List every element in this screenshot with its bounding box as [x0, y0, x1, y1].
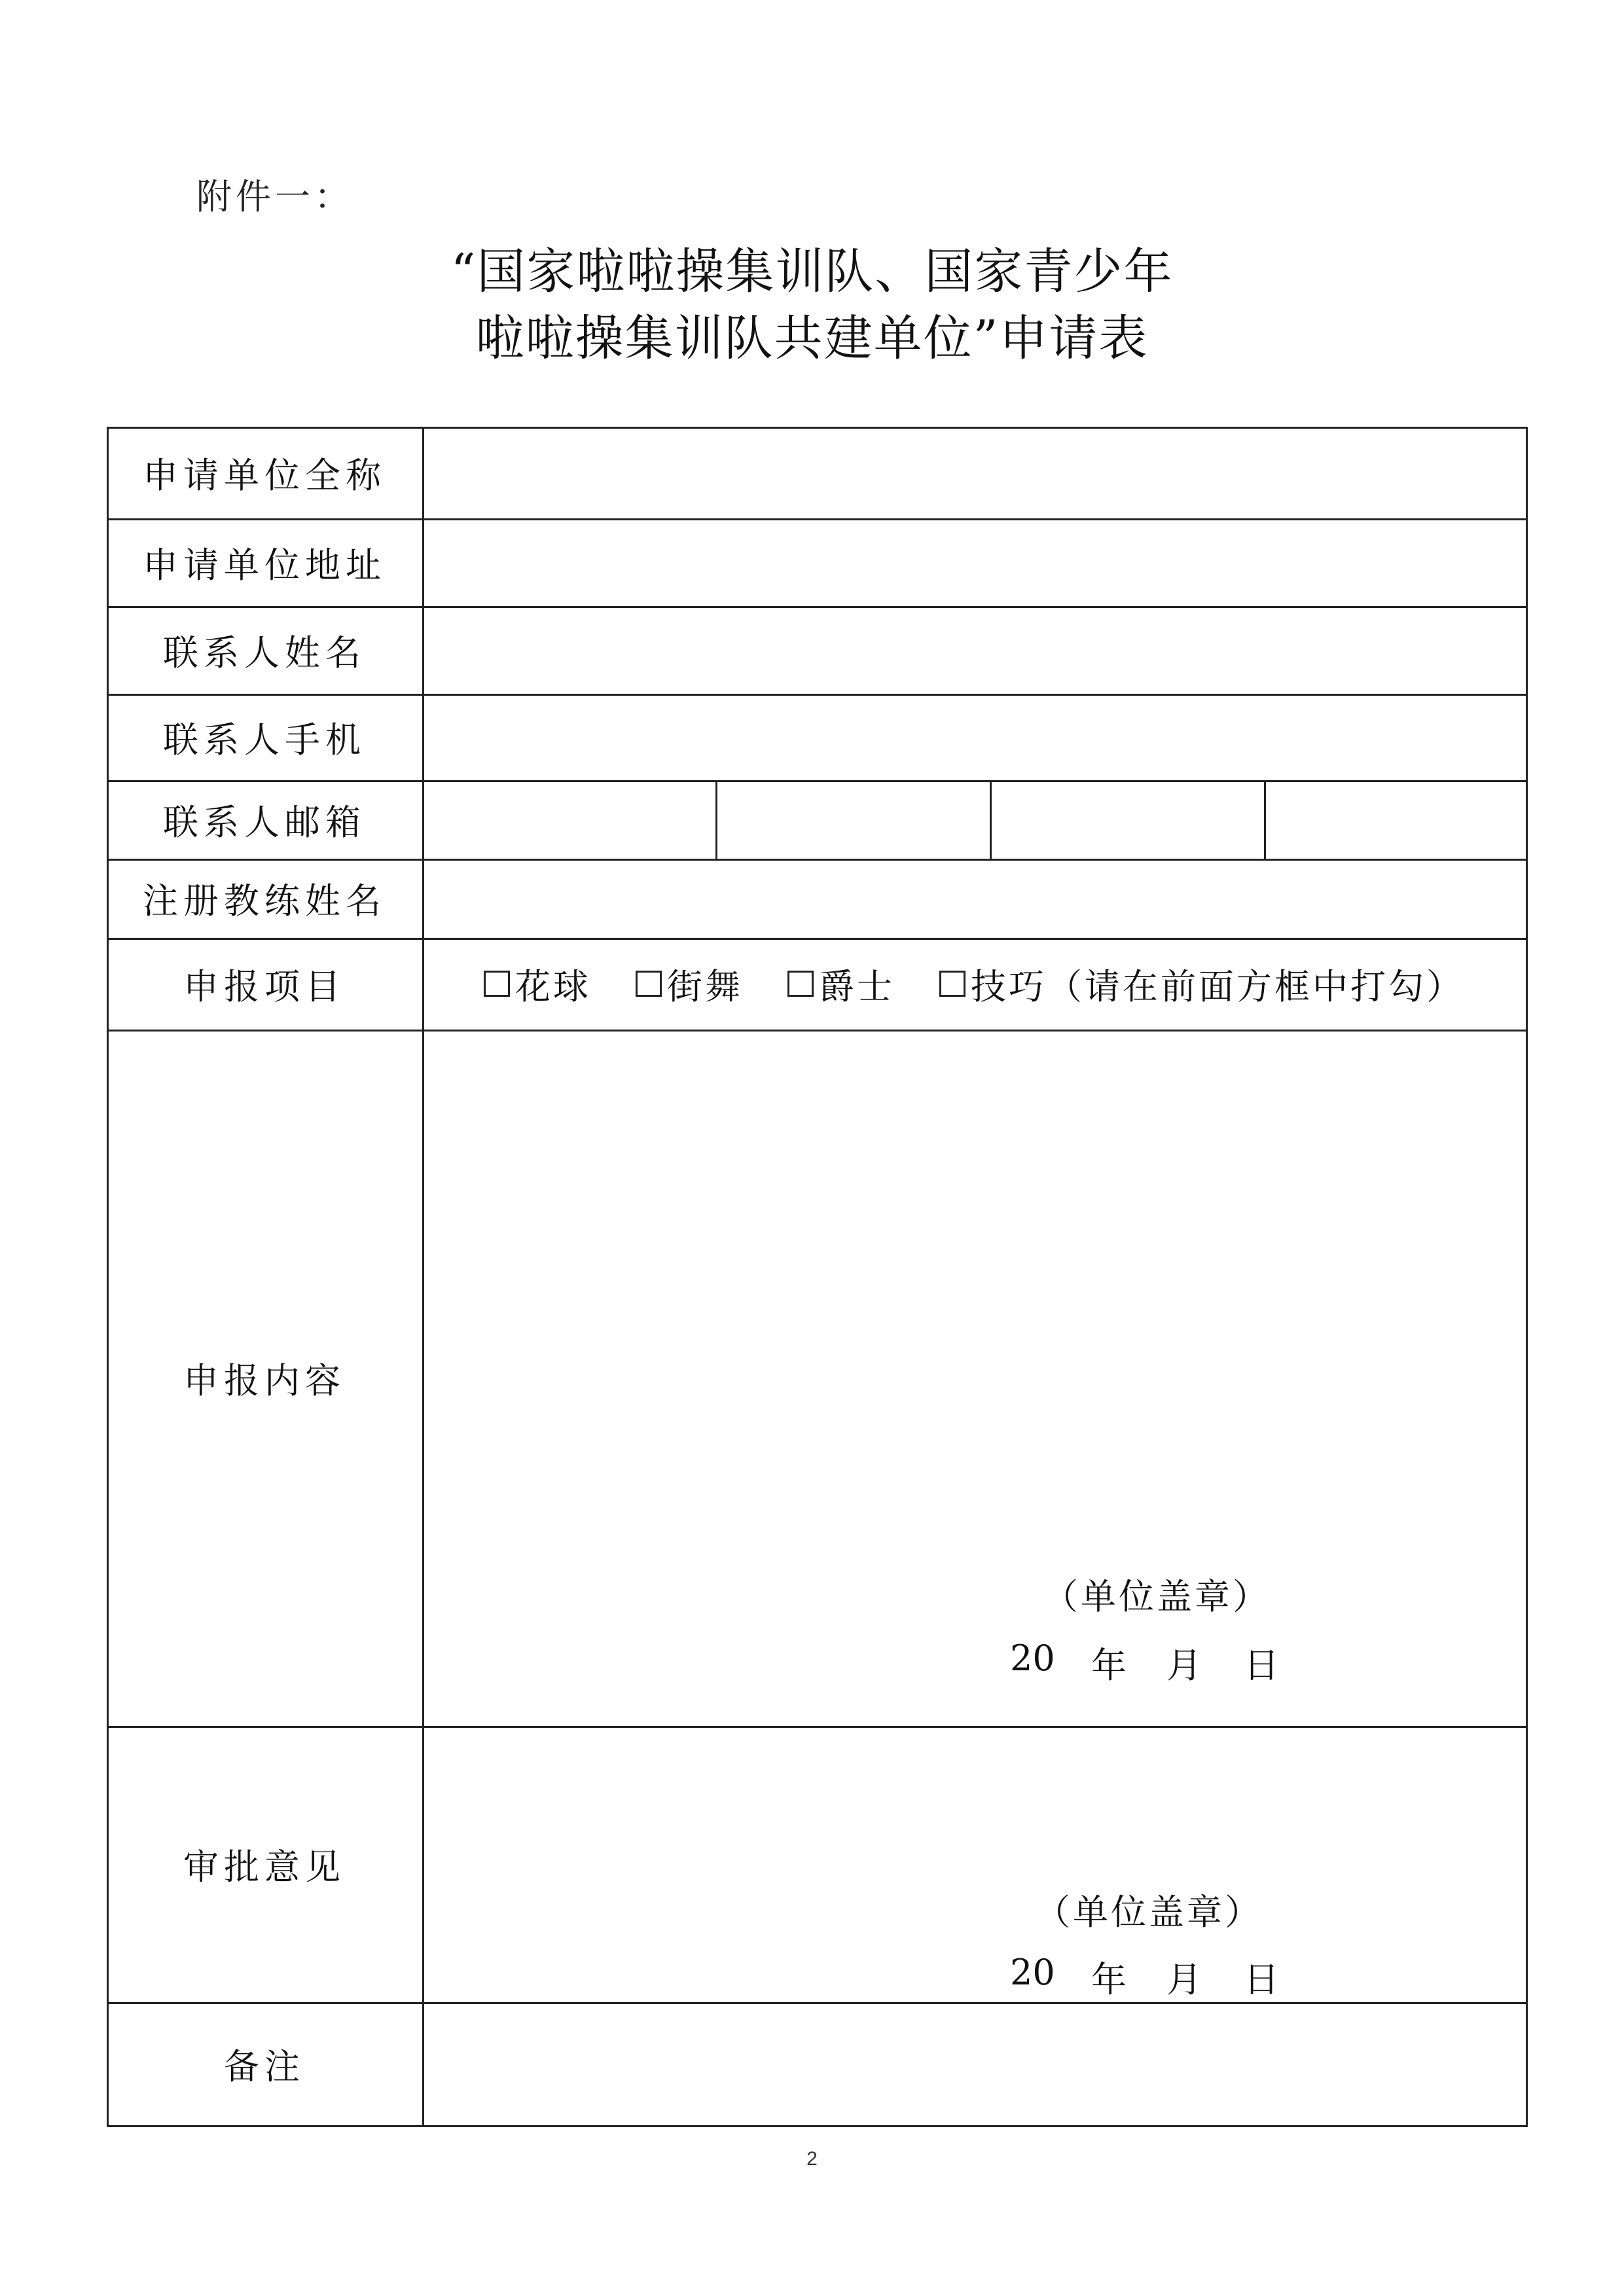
date-year-label: 年 — [1091, 1959, 1127, 2000]
date-month-label: 月 — [1166, 1959, 1202, 2000]
label-project: 申报项目 — [183, 965, 346, 1007]
checkbox[interactable] — [636, 971, 662, 997]
date-year-label: 年 — [1091, 1645, 1127, 1686]
attachment-label: 附件一： — [196, 176, 353, 217]
project-options — [422, 938, 1526, 1030]
coach-cell-divider — [990, 780, 992, 859]
form-title-line-2: 啦啦操集训队共建单位”申请表 — [475, 310, 1149, 367]
label-unit-name: 申请单位全称 — [143, 454, 386, 496]
label-unit-address: 申请单位地址 — [143, 544, 386, 586]
checkbox[interactable] — [484, 971, 510, 997]
date-year-prefix: 20 — [1010, 1952, 1055, 1993]
coach-cell-divider — [1264, 780, 1266, 859]
date-day-label: 日 — [1244, 1959, 1279, 2000]
date-year-prefix: 20 — [1010, 1638, 1055, 1679]
option-jazz[interactable]: 爵士 — [787, 959, 895, 1009]
label-coach-names: 注册教练姓名 — [143, 880, 386, 922]
label-contact-name: 联系人姓名 — [163, 632, 366, 673]
option-hiphop[interactable]: 街舞 — [636, 959, 743, 1009]
option-pompom[interactable]: 花球 — [484, 959, 591, 1009]
label-approval: 审批意见 — [183, 1846, 346, 1888]
label-contact-email: 联系人邮箱 — [163, 801, 366, 843]
label-content: 申报内容 — [183, 1359, 346, 1401]
seal-label: （单位盖章） — [1043, 1576, 1271, 1617]
date-day-label: 日 — [1244, 1645, 1279, 1686]
coach-cell-divider — [715, 780, 717, 859]
date-month-label: 月 — [1166, 1645, 1202, 1686]
label-contact-phone: 联系人手机 — [163, 719, 366, 761]
label-remarks: 备注 — [224, 2045, 305, 2087]
label-column-divider — [422, 427, 424, 2127]
table-border-bottom — [107, 2125, 1528, 2127]
option-skills[interactable]: 技巧 （请在前面方框中打勾） — [939, 959, 1464, 1009]
date-line — [107, 1638, 1526, 1686]
form-title-line-1: “国家啦啦操集训队、国家青少年 — [450, 243, 1174, 300]
page-number: 2 — [806, 2148, 818, 2170]
checkbox[interactable] — [787, 971, 814, 997]
checkbox[interactable] — [939, 971, 965, 997]
project-note: （请在前面方框中打勾） — [1047, 965, 1464, 1007]
seal-label: （单位盖章） — [1035, 1892, 1263, 1933]
application-form-table — [107, 427, 1526, 2127]
date-line — [107, 1952, 1526, 1998]
table-border-right — [1526, 427, 1528, 2127]
